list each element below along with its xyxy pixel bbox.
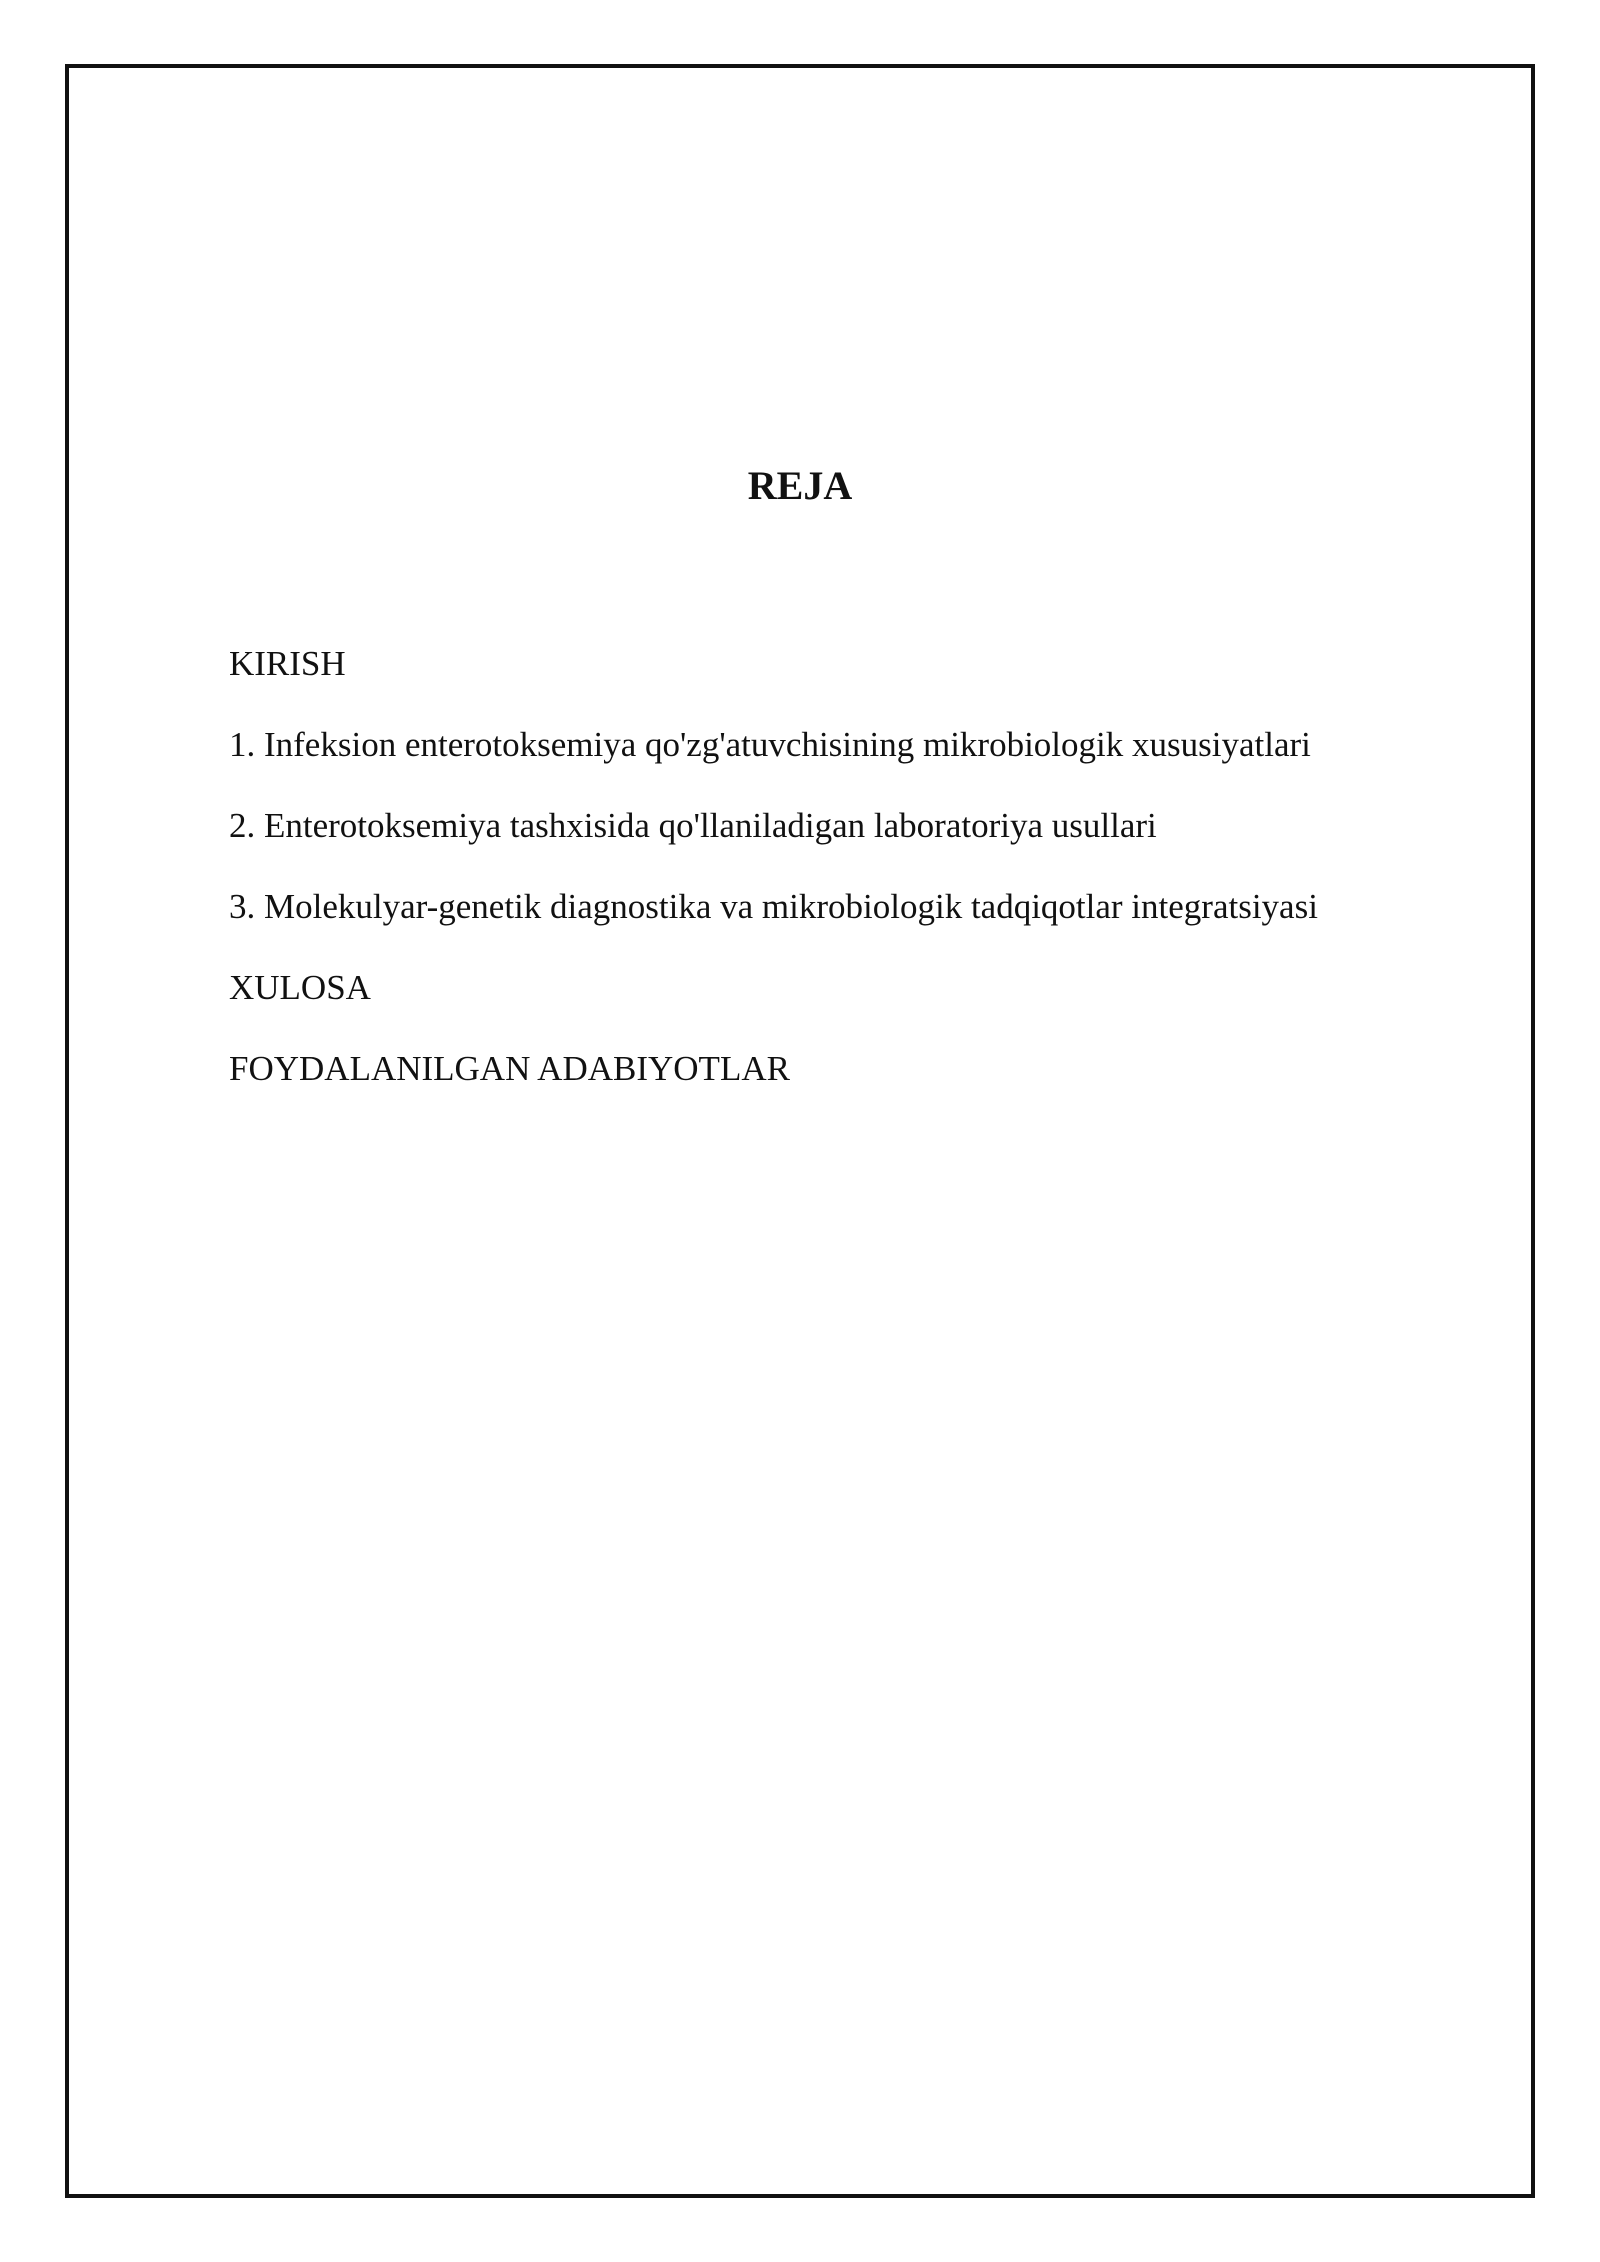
toc-item-section-1: 1. Infeksion enterotoksemiya qo'zg'atuvchisining mikrobiologik xususiyatlari: [229, 725, 1311, 764]
toc-item-introduction: KIRISH: [229, 644, 346, 683]
toc-item-section-2: 2. Enterotoksemiya tashxisida qo'llaniladigan laboratoriya usullari: [229, 806, 1157, 845]
page-title: REJA: [747, 463, 853, 508]
table-of-contents: [229, 642, 1318, 1128]
page-border: [65, 64, 1535, 2198]
toc-item-conclusion: XULOSA: [229, 968, 371, 1007]
toc-item-section-3: 3. Molekulyar-genetik diagnostika va mikrobiologik tadqiqotlar integratsiyasi: [229, 887, 1318, 926]
toc-item-references: FOYDALANILGAN ADABIYOTLAR: [229, 1049, 790, 1088]
